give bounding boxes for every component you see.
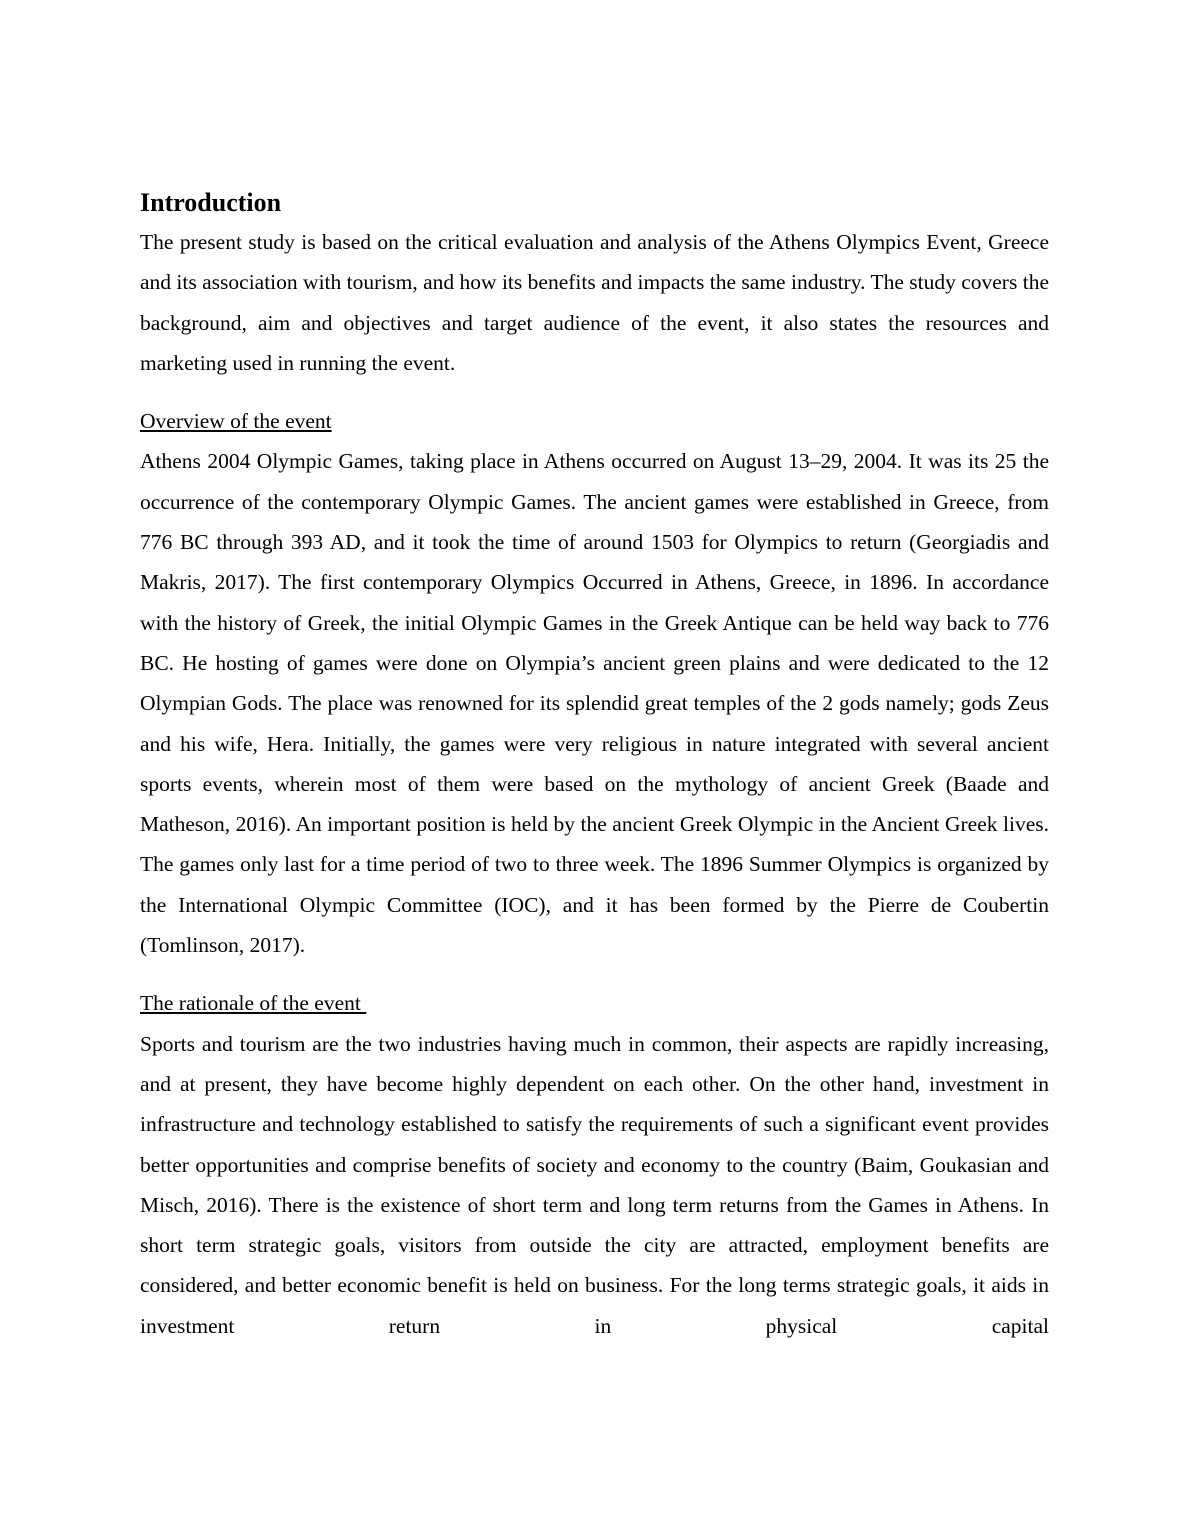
rationale-subheading: The rationale of the event [140,991,367,1016]
overview-subheading: Overview of the event [140,409,332,434]
introduction-heading: Introduction [140,188,282,217]
overview-paragraph: Athens 2004 Olympic Games, taking place in Athens occurred on August 13–29, 2004. It was its 25 the occurrence of the contemporary Olympic Games. The ancient games were established in Greece, from 776 BC through 393 AD, and it took the time of around 1503 for Olympics to return (Georgiadis and Makris, 2017). The first contemporary Olympics Occurred in Athens, Greece, in 1896. In accordance with the history of Greek, the initial Olympic Games in the Greek Antique can be held way back to 776 BC. He hosting of games were done on Olympia’s ancient green plains and were dedicated to the 12 Olympian Gods. The place was renowned for its splendid great temples of the 2 gods namely; gods Zeus and his wife, Hera. Initially, the games were very religious in nature integrated with several ancient sports events, wherein most of them were based on the mythology of ancient Greek (Baade and Matheson, 2016). An important position is held by the ancient Greek Olympic in the Ancient Greek lives. The games only last for a time period of two to three week. The 1896 Summer Olympics is organized by the International Olympic Committee (IOC), and it has been formed by the Pierre de Coubertin (Tomlinson, 2017). [140,449,1049,958]
rationale-paragraph: Sports and tourism are the two industries having much in common, their aspects are rapidly increasing, and at present, they have become highly dependent on each other. On the other hand, investment in infrastructure and technology established to satisfy the requirements of such a significant event provides better opportunities and comprise benefits of society and economy to the country (Baim, Goukasian and Misch, 2016). There is the existence of short term and long term returns from the Games in Athens. In short term strategic goals, visitors from outside the city are attracted, employment benefits are considered, and better economic benefit is held on business. For the long terms strategic goals, it aids in investment return in physical capital [140,1031,1049,1338]
introduction-paragraph: The present study is based on the critical evaluation and analysis of the Athens Olympics Event, Greece and its association with tourism, and how its benefits and impacts the same industry. The study covers the background, aim and objectives and target audience of the event, it also states the resources and marketing used in running the event. [140,230,1049,375]
document-page [140,182,1049,1346]
